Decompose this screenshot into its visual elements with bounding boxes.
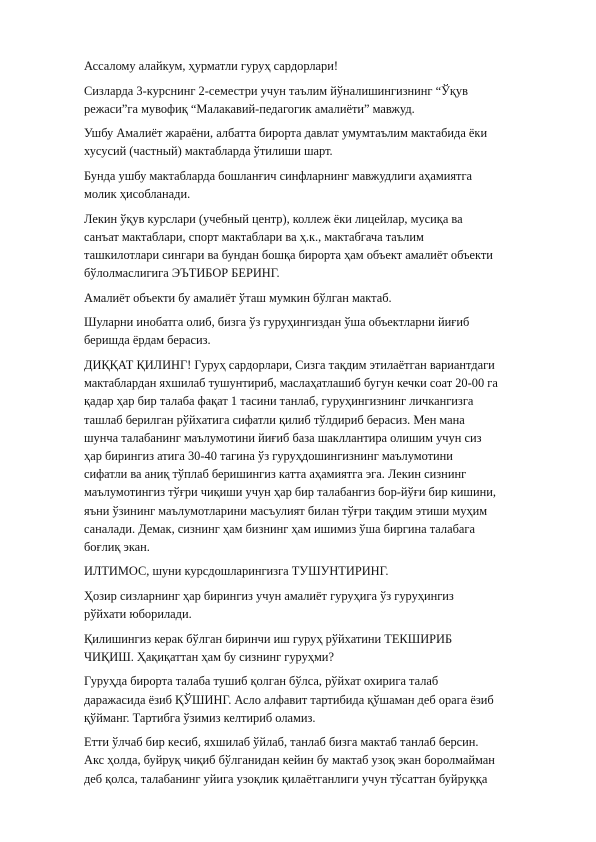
- text-line: Акс ҳолда, буйруқ чиқиб бўлганидан кейин бу мактаб узоқ экан боролмайман: [84, 753, 495, 768]
- text-line: деб қолса, талабанинг уйига узоқлик қилаётганлиги учун тўсаттан буйруққа: [84, 771, 488, 786]
- paragraph: [84, 57, 530, 75]
- paragraph: [84, 124, 530, 160]
- text-line: сифатли ва аниқ тўплаб беришингиз катта аҳамиятга эга. Лекин сизнинг: [84, 467, 467, 482]
- paragraph: [84, 733, 530, 788]
- text-line: Сизларда 3-курснинг 2-семестри учун таълим йўналишингизнинг “Ўқув: [84, 83, 468, 98]
- paragraph: [84, 167, 530, 203]
- text-line: Ассалому алайкум, ҳурматли гуруҳ сардорлари!: [84, 59, 339, 73]
- text-line: Гуруҳда бирорта талаба тушиб қолган бўлса, рўйхат охирига талаб: [84, 674, 439, 689]
- text-line: Шуларни инобатга олиб, бизга ўз гуруҳингиздан ўша объектларни йиғиб: [84, 315, 470, 330]
- text-line: Қилишингиз керак бўлган биринчи иш гуруҳ рўйхатини ТЕКШИРИБ: [84, 631, 453, 646]
- text-line: Ҳозир сизларнинг ҳар бирингиз учун амалиёт гуруҳига ўз гуруҳингиз: [84, 588, 454, 603]
- text-line: қадар ҳар бир талаба фақат 1 тасини танлаб, гуруҳингизнинг личкангизга: [84, 394, 474, 409]
- text-line: беришда ёрдам берасиз.: [84, 333, 211, 348]
- paragraph: [84, 313, 530, 349]
- text-line: ташкилотлари сингари ва бундан бошқа бирорта ҳам объект амалиёт объекти: [84, 248, 493, 263]
- text-line: даражасида ёзиб ҚЎШИНГ. Асло алфавит тартибида қўшаман деб орага ёзиб: [84, 692, 494, 707]
- paragraph: [84, 562, 530, 580]
- text-line: шунча талабанинг маълумотини йиғиб база шакллантира олишим учун сиз: [84, 430, 482, 445]
- text-line: ташлаб берилган рўйхатига сифатли қилиб тўлдириб берасиз. Мен мана: [84, 412, 465, 427]
- text-line: Лекин ўқув курслари (учебный центр), коллеж ёки лицейлар, мусиқа ва: [84, 211, 463, 226]
- text-line: ДИҚҚАТ ҚИЛИНГ! Гуруҳ сардорлари, Сизга тақдим этилаётган вариантдаги: [84, 357, 495, 372]
- text-line: хусусий (частный) мактабларда ўтилиши шарт.: [84, 144, 333, 159]
- text-line: бўлолмаслигига ЭЪТИБОР БЕРИНГ.: [84, 266, 280, 281]
- text-line: режаси”га мувофиқ “Малакавий-педагогик амалиёти” мавжуд.: [84, 101, 415, 116]
- text-line: саналади. Демак, сизнинг ҳам бизнинг ҳам ишимиз ўша биргина талабага: [84, 521, 475, 536]
- paragraph: [84, 356, 530, 556]
- paragraph: [84, 587, 530, 623]
- text-line: ҳар бирингиз атига 30-40 тагина ўз гуруҳдошингизнинг маълумотини: [84, 448, 453, 463]
- text-line: Ушбу Амалиёт жараёни, албатта бирорта давлат умумтаълим мактабида ёки: [84, 126, 488, 141]
- paragraph: [84, 210, 530, 283]
- text-line: боғлиқ экан.: [84, 539, 150, 554]
- text-line: санъат мактаблари, спорт мактаблари ва ҳ.к., мактабгача таълим: [84, 229, 424, 244]
- text-line: ИЛТИМОС, шуни курсдошларингизга ТУШУНТИРИНГ.: [84, 564, 389, 579]
- text-line: Бунда ушбу мактабларда бошланғич синфларнинг мавжудлиги аҳамиятга: [84, 168, 473, 183]
- paragraph: [84, 630, 530, 666]
- text-line: ЧИҚИШ. Ҳақиқаттан ҳам бу сизнинг гуруҳми?: [84, 649, 334, 664]
- paragraph: [84, 289, 530, 307]
- paragraph: [84, 82, 530, 118]
- paragraph: [84, 672, 530, 727]
- text-line: маълумотингиз тўғри чиқиши учун ҳар бир талабангиз бор-йўғи бир кишини,: [84, 485, 496, 500]
- text-line: Етти ўлчаб бир кесиб, яхшилаб ўйлаб, танлаб бизга мактаб танлаб берсин.: [84, 735, 479, 750]
- text-line: Амалиёт объекти бу амалиёт ўташ мумкин бўлган мактаб.: [84, 290, 392, 305]
- text-line: молик ҳисобланади.: [84, 187, 191, 202]
- text-line: қўйманг. Тартибга ўзимиз келтириб оламиз.: [84, 710, 316, 725]
- text-line: яъни ўзининг маълумотларини масъулият билан тўғри тақдим этиши муҳим: [84, 503, 488, 518]
- text-line: рўйхати юборилади.: [84, 607, 192, 622]
- text-line: мактаблардан яхшилаб тушунтириб, маслаҳатлашиб бугун кечки соат 20-00 га: [84, 376, 498, 391]
